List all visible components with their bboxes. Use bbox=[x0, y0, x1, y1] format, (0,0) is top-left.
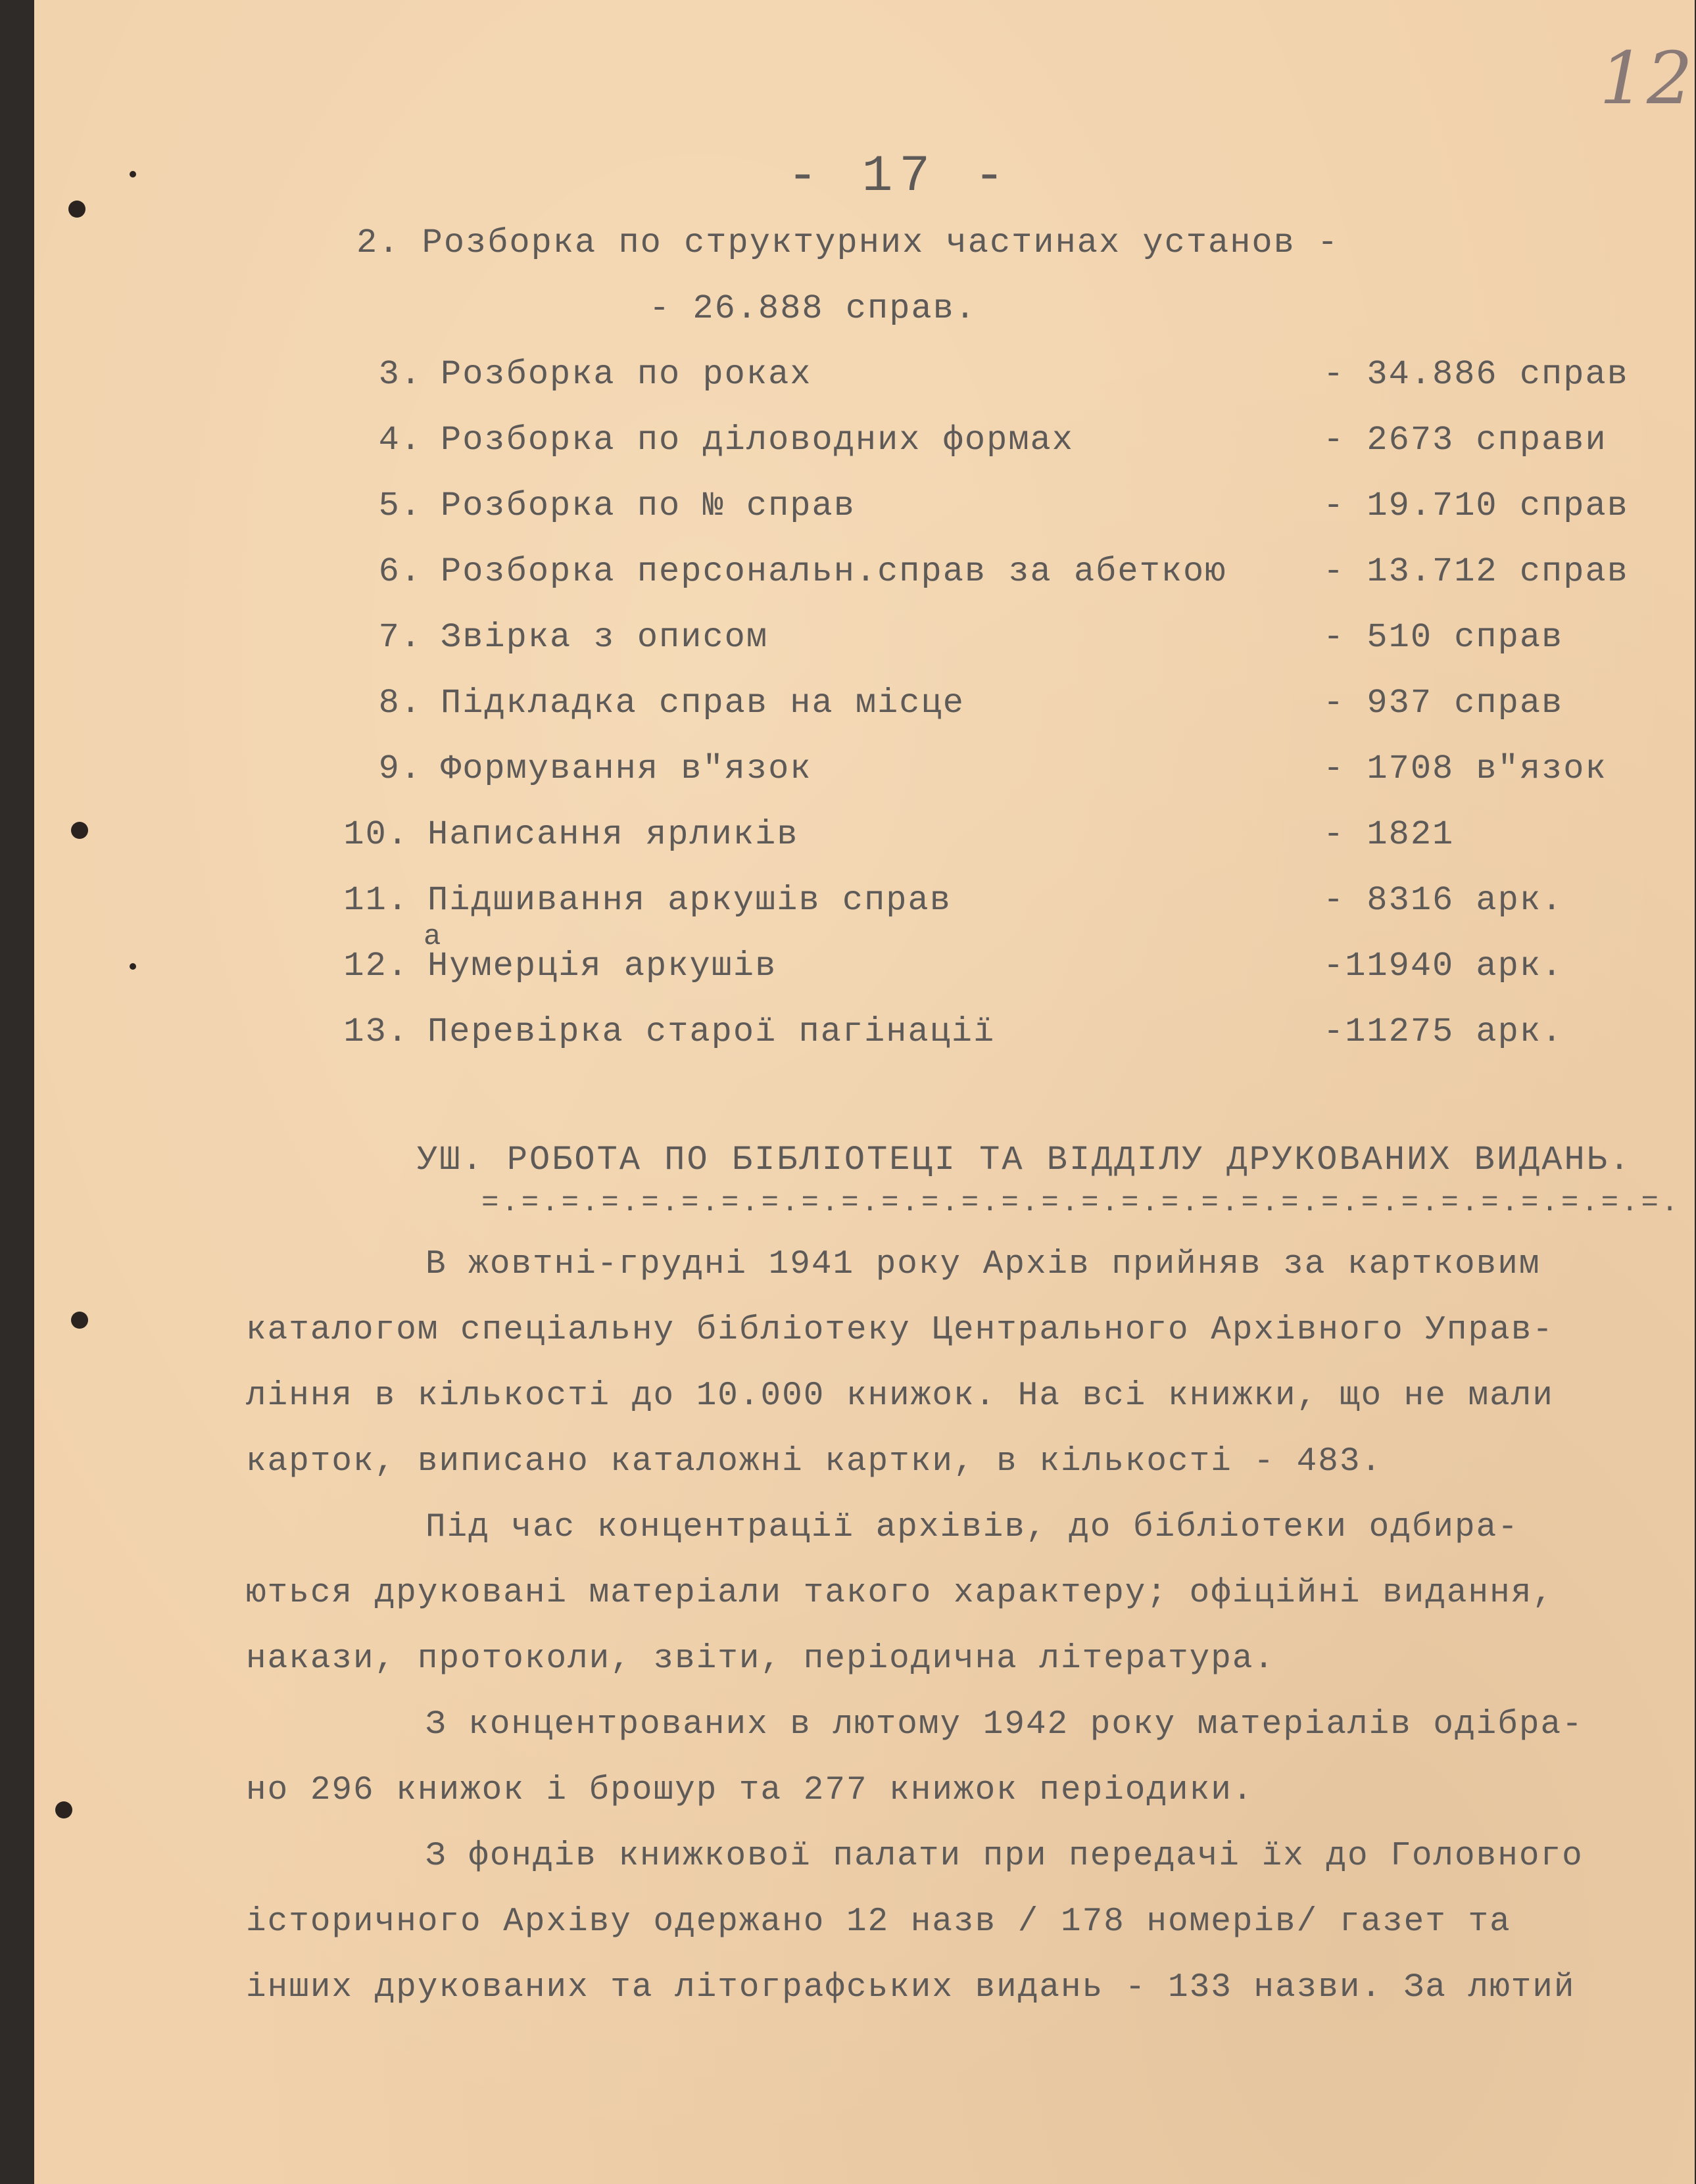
list-row-value: - 2673 справи bbox=[1323, 421, 1607, 460]
paragraph-line: історичного Архіву одержано 12 назв / 178 номерів/ газет та bbox=[246, 1903, 1511, 1941]
list-row-number: 13. bbox=[343, 1012, 409, 1051]
list-row-label: Розборка по № справ bbox=[441, 487, 856, 525]
list-item-2-value: - 26.888 справ. bbox=[649, 289, 977, 328]
list-row bbox=[343, 749, 1652, 795]
binding-hole bbox=[55, 1801, 72, 1818]
list-row-label: Перевірка старої пагінації bbox=[427, 1012, 996, 1051]
list-row bbox=[343, 421, 1652, 467]
list-row bbox=[343, 355, 1652, 401]
list-row bbox=[343, 684, 1652, 730]
list-row bbox=[343, 487, 1652, 533]
page-number: - 17 - bbox=[787, 148, 1011, 206]
list-row bbox=[343, 618, 1652, 664]
list-row bbox=[330, 1012, 1639, 1058]
section-heading: УШ. РОБОТА ПО БІБЛІОТЕЦІ ТА ВІДДІЛУ ДРУКОВАНИХ ВИДАНЬ. bbox=[417, 1141, 1632, 1179]
list-row-number: 6. bbox=[378, 552, 422, 591]
list-row-value: -11275 арк. bbox=[1323, 1012, 1564, 1051]
list-row-value: - 510 справ bbox=[1323, 618, 1564, 657]
list-item-2: 2. Розборка по структурних частинах установ - bbox=[356, 224, 1340, 262]
list-row-value: - 8316 арк. bbox=[1323, 881, 1564, 920]
list-row bbox=[330, 815, 1639, 861]
paragraph-line: каталогом спеціальну бібліотеку Центрального Архівного Управ- bbox=[246, 1312, 1554, 1349]
list-row-label: Формування в"язок bbox=[441, 749, 812, 788]
paragraph-line: Під час концентрації архівів, до бібліотеки одбира- bbox=[425, 1509, 1519, 1546]
list-row-value: - 1708 в"язок bbox=[1323, 749, 1607, 788]
list-row-number: 5. bbox=[378, 487, 422, 525]
correction-mark: а bbox=[424, 920, 443, 953]
paragraph-line: ються друковані матеріали такого характеру; офіційні видання, bbox=[246, 1575, 1554, 1612]
list-row-number: 8. bbox=[378, 684, 422, 723]
list-row-label: Підкладка справ на місце bbox=[441, 684, 965, 723]
list-row-number: 3. bbox=[378, 355, 422, 394]
list-row-value: - 13.712 справ bbox=[1323, 552, 1629, 591]
section-underline: =.=.=.=.=.=.=.=.=.=.=.=.=.=.=.=.=.=.=.=.=.=.=.=.=.=.=.=.=.=. bbox=[481, 1187, 1682, 1220]
list-row-value: -11940 арк. bbox=[1323, 947, 1564, 985]
list-row-label: Написання ярликів bbox=[427, 815, 799, 854]
ink-speck bbox=[130, 171, 136, 178]
list-row bbox=[330, 881, 1639, 927]
list-row-number: 7. bbox=[378, 618, 422, 657]
list-row-number: 12. bbox=[343, 947, 409, 985]
list-row-number: 10. bbox=[343, 815, 409, 854]
list-row-label: Підшивання аркушів справ bbox=[427, 881, 952, 920]
list-row bbox=[343, 552, 1652, 598]
paragraph-line: З фондів книжкової палати при передачі їх до Головного bbox=[425, 1838, 1584, 1875]
list-row-label: Нумерція аркушів bbox=[427, 947, 777, 985]
list-row-value: - 34.886 справ bbox=[1323, 355, 1629, 394]
paragraph-line: інших друкованих та літографських видань - 133 назви. За лютий bbox=[246, 1969, 1576, 2006]
paragraph-line: карток, виписано каталожні картки, в кількості - 483. bbox=[246, 1443, 1383, 1481]
list-row-number: 9. bbox=[378, 749, 422, 788]
binding-hole bbox=[71, 1312, 88, 1329]
list-row bbox=[330, 947, 1639, 993]
list-row-value: - 1821 bbox=[1323, 815, 1455, 854]
list-row-number: 11. bbox=[343, 881, 409, 920]
binding-hole bbox=[68, 201, 85, 218]
paragraph-line: З концентрованих в лютому 1942 року матеріалів одібра- bbox=[425, 1706, 1584, 1744]
paragraph-line: В жовтні-грудні 1941 року Архів прийняв за картковим bbox=[425, 1246, 1541, 1283]
binding-hole bbox=[71, 822, 88, 839]
list-row-value: - 19.710 справ bbox=[1323, 487, 1629, 525]
paragraph-line: накази, протоколи, звіти, періодична література. bbox=[246, 1640, 1276, 1678]
list-row-label: Розборка по діловодних формах bbox=[441, 421, 1074, 460]
list-row-label: Розборка персональн.справ за абеткою bbox=[441, 552, 1227, 591]
paragraph-line: ління в кількості до 10.000 книжок. На всі книжки, що не мали bbox=[246, 1377, 1554, 1415]
list-row-label: Звірка з описом bbox=[441, 618, 769, 657]
list-row-number: 4. bbox=[378, 421, 422, 460]
list-row-label: Розборка по роках bbox=[441, 355, 812, 394]
sheet-number: 12 bbox=[1599, 36, 1694, 120]
document-sheet bbox=[34, 0, 1695, 2184]
paragraph-line: но 296 книжок і брошур та 277 книжок періодики. bbox=[246, 1772, 1254, 1809]
ink-speck bbox=[130, 963, 136, 970]
list-row-value: - 937 справ bbox=[1323, 684, 1564, 723]
